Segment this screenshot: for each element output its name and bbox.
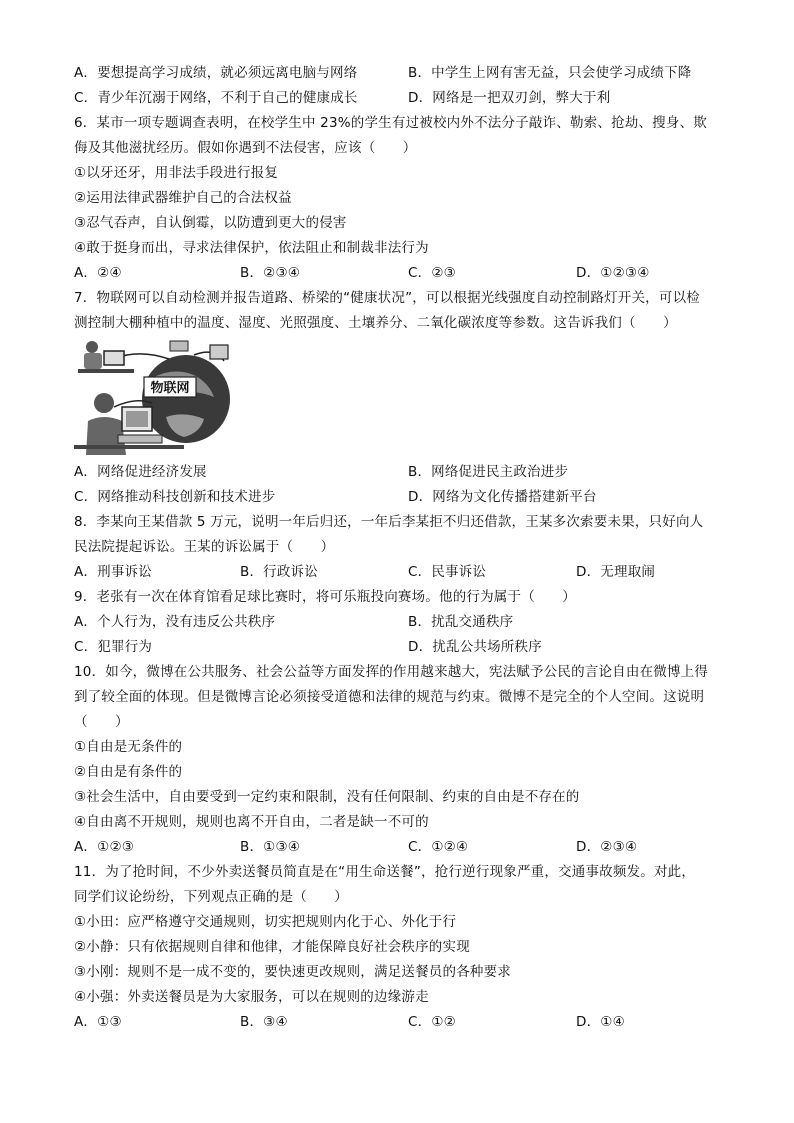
q10-option-a: A．①②③ [74, 839, 135, 855]
iot-label: 物联网 [150, 381, 190, 396]
q5-option-c: C．青少年沉溺于网络，不利于自己的健康成长 [74, 90, 358, 106]
q10-option-d: D．②③④ [576, 839, 638, 855]
q9-option-d: D．扰乱公共场所秩序 [408, 639, 542, 655]
q6-option-a: A．②④ [74, 265, 122, 281]
q5-option-a: A．要想提高学习成绩，就必须远离电脑与网络 [74, 65, 358, 81]
q6-statement-1: ①以牙还牙，用非法手段进行报复 [74, 165, 279, 181]
q9-option-a: A．个人行为，没有违反公共秩序 [74, 614, 276, 630]
q11-statement-2: ②小静：只有依据规则自律和他律，才能保障良好社会秩序的实现 [74, 939, 470, 955]
q6-statement-4: ④敢于挺身而出，寻求法律保护，依法阻止和制裁非法行为 [74, 240, 429, 256]
q10-stem-line2: 到了较全面的体现。但是微博言论必须接受道德和法律的规范与约束。微博不是完全的个人空间。这说明 [74, 689, 705, 705]
q9-option-b: B．扰乱交通秩序 [408, 614, 514, 630]
q11-stem-line1: 11．为了抢时间，不少外卖送餐员简直是在“用生命送餐”，抢行逆行现象严重，交通事故频发。对此， [74, 864, 696, 880]
q5-option-d: D．网络是一把双刃剑，弊大于利 [408, 90, 611, 106]
q8-option-b: B．行政诉讼 [240, 564, 318, 580]
q10-stem-line1: 10．如今，微博在公共服务、社会公益等方面发挥的作用越来越大，宪法赋予公民的言论自由在微博上得 [74, 664, 709, 680]
q10-statement-2: ②自由是有条件的 [74, 764, 183, 780]
q8-stem-line2: 民法院提起诉讼。王某的诉讼属于（ ） [74, 539, 335, 555]
q10-option-b: B．①③④ [240, 839, 301, 855]
q9-stem-line1: 9．老张有一次在体育馆看足球比赛时，将可乐瓶投向赛场。他的行为属于（ ） [74, 589, 576, 605]
q6-option-c: C．②③ [408, 265, 456, 281]
q6-statement-3: ③忍气吞声，自认倒霉，以防遭到更大的侵害 [74, 215, 347, 231]
q9-option-c: C．犯罪行为 [74, 639, 153, 655]
q7-option-c: C．网络推动科技创新和技术进步 [74, 489, 276, 505]
q11-option-c: C．①② [408, 1014, 456, 1030]
q5-option-b: B．中学生上网有害无益，只会使学习成绩下降 [408, 65, 692, 81]
q6-option-d: D．①②③④ [576, 265, 650, 281]
q11-option-d: D．①④ [576, 1014, 625, 1030]
q6-stem-line2: 侮及其他滋扰经历。假如你遇到不法侵害，应该（ ） [74, 140, 417, 156]
q11-option-b: B．③④ [240, 1014, 288, 1030]
q7-stem-line1: 7．物联网可以自动检测并报告道路、桥梁的“健康状况”，可以根据光线强度自动控制路灯开关，可以检 [74, 290, 700, 306]
q10-statement-1: ①自由是无条件的 [74, 739, 183, 755]
q10-statement-4: ④自由离不开规则，规则也离不开自由，二者是缺一不可的 [74, 814, 429, 830]
q7-option-d: D．网络为文化传播搭建新平台 [408, 489, 597, 505]
q7-option-b: B．网络促进民主政治进步 [408, 464, 569, 480]
q11-statement-4: ④小强：外卖送餐员是为大家服务，可以在规则的边缘游走 [74, 989, 429, 1005]
q6-stem-line1: 6．某市一项专题调查表明，在校学生中 23%的学生有过被校内外不法分子敲诈、勒索、抢劫、搜身、欺 [74, 115, 707, 131]
q11-stem-line2: 同学们议论纷纷，下列观点正确的是（ ） [74, 889, 348, 905]
q8-stem-line1: 8．李某向王某借款 5 万元，说明一年后归还，一年后李某拒不归还借款，王某多次索要未果，只好向人 [74, 514, 704, 530]
q8-option-a: A．刑事诉讼 [74, 564, 152, 580]
q10-statement-3: ③社会生活中，自由要受到一定约束和限制，没有任何限制、约束的自由是不存在的 [74, 789, 580, 805]
q7-option-a: A．网络促进经济发展 [74, 464, 207, 480]
q6-option-b: B．②③④ [240, 265, 301, 281]
iot-illustration [74, 337, 232, 455]
q11-statement-3: ③小刚：规则不是一成不变的，要快速更改规则，满足送餐员的各种要求 [74, 964, 512, 980]
q11-option-a: A．①③ [74, 1014, 122, 1030]
q8-option-c: C．民事诉讼 [408, 564, 487, 580]
q6-statement-2: ②运用法律武器维护自己的合法权益 [74, 190, 292, 206]
q10-stem-line3: （ ） [74, 714, 129, 730]
q7-stem-line2: 测控制大棚种植中的温度、湿度、光照强度、土壤养分、二氧化碳浓度等参数。这告诉我们（ ） [74, 315, 677, 331]
q11-statement-1: ①小田：应严格遵守交通规则，切实把规则内化于心、外化于行 [74, 914, 457, 930]
q8-option-d: D．无理取闹 [576, 564, 656, 580]
q10-option-c: C．①②④ [408, 839, 469, 855]
